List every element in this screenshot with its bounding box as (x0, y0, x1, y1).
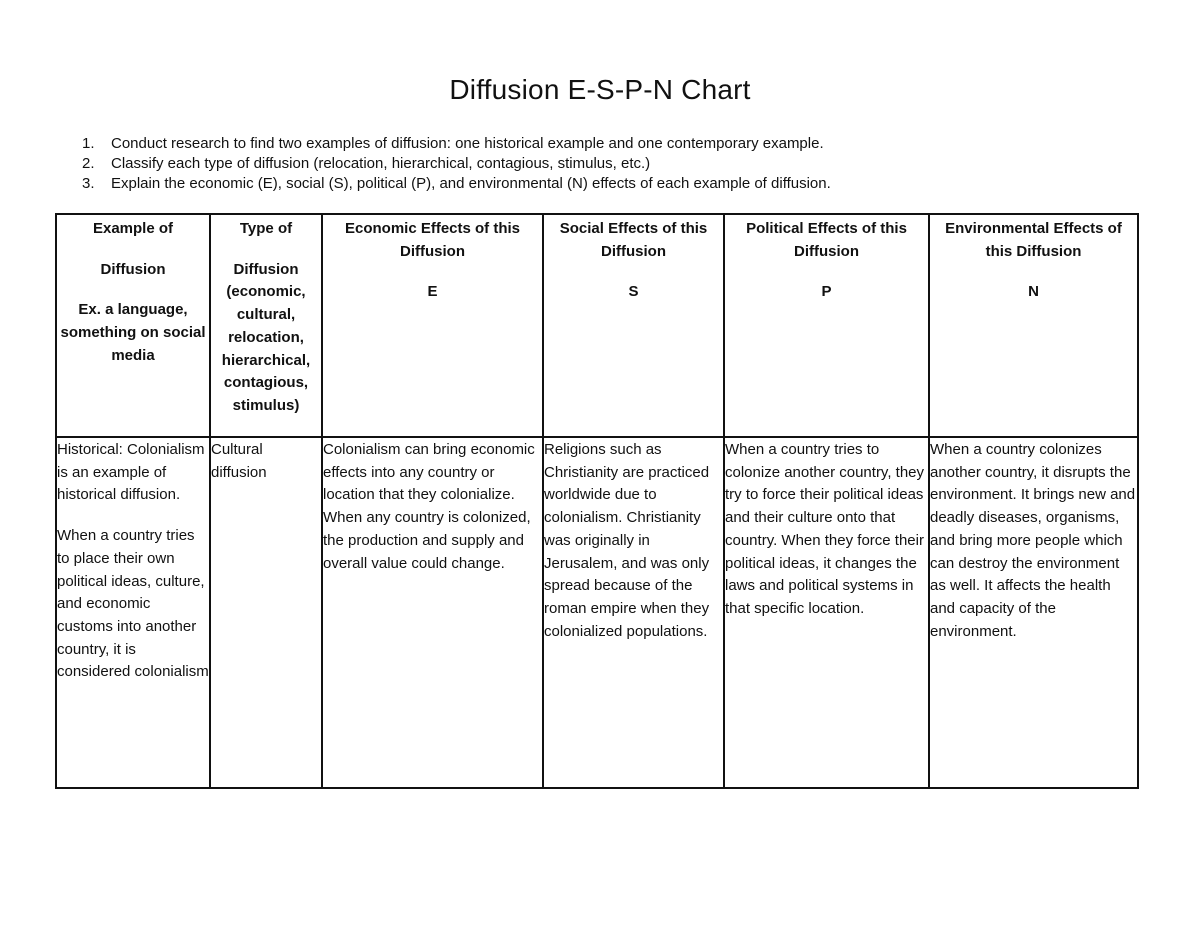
instruction-text: Explain the economic (E), social (S), political (P), and environmental (N) effects of each example of diffusion. (111, 175, 831, 192)
cell-example (56, 437, 210, 788)
header-example-line2: Diffusion (100, 260, 166, 278)
cell-social (543, 437, 724, 788)
header-political (724, 214, 929, 437)
header-example-line1: Example of (92, 220, 174, 237)
instruction-number: 3. (82, 175, 95, 192)
instruction-text: Conduct research to find two examples of diffusion: one historical example and one contemporary example. (111, 135, 824, 152)
header-example (56, 214, 210, 437)
header-political-letter: P (821, 283, 832, 301)
instruction-number: 1. (82, 135, 95, 152)
header-environmental (929, 214, 1138, 437)
header-environmental-label: Environmental Effects of this Diffusion (945, 220, 1122, 260)
header-environmental-letter: N (1028, 283, 1039, 301)
cell-political-text: When a country tries to colonize another country, they try to force their political ideas and their culture onto that country. When they force their political ideas, it changes the laws and political systems in that specific location. (725, 441, 925, 617)
cell-environmental (929, 437, 1138, 788)
header-economic (322, 214, 543, 437)
header-type-line1: Type of (239, 220, 293, 237)
header-social-label: Social Effects of this Diffusion (559, 220, 708, 260)
cell-economic-text: Colonialism can bring economic effects into any country or location that they colonialize. When any country is colonized, the production and supply and overall value could change. (323, 441, 535, 572)
header-social (543, 214, 724, 437)
instruction-number: 2. (82, 155, 95, 172)
instructions-list (82, 134, 831, 194)
header-social-letter: S (628, 283, 639, 301)
header-example-hint: Ex. a language, something on social media (60, 301, 206, 364)
cell-example-paragraph-2: When a country tries to place their own political ideas, culture, and economic customs into another country, it is considered colonialism (57, 527, 209, 681)
page-title: Diffusion E-S-P-N Chart (449, 74, 751, 105)
cell-type-text: Cultural diffusion (211, 441, 267, 481)
cell-political (724, 437, 929, 788)
table-row (56, 437, 1138, 788)
cell-environmental-text: When a country colonizes another country, it disrupts the environment. It brings new and deadly diseases, organisms, and bring more people which can destroy the environment as well. It affects the health and capacity of the environment. (930, 441, 1136, 640)
instruction-item (82, 174, 831, 194)
cell-social-text: Religions such as Christianity are practiced worldwide due to colonialism. Christianity was originally in Jerusalem, and was only spread because of the roman empire when they colonialized populations. (544, 441, 710, 640)
header-economic-label: Economic Effects of this Diffusion (344, 220, 521, 260)
header-type (210, 214, 322, 437)
header-political-label: Political Effects of this Diffusion (746, 220, 907, 260)
cell-economic (322, 437, 543, 788)
table-header-row (56, 214, 1138, 437)
espn-table (55, 213, 1139, 789)
header-economic-letter: E (427, 283, 438, 301)
instruction-item (82, 154, 831, 174)
cell-type (210, 437, 322, 788)
instruction-item (82, 134, 831, 154)
instruction-text: Classify each type of diffusion (relocation, hierarchical, contagious, stimulus, etc.) (111, 155, 651, 172)
header-type-line2: Diffusion (economic, cultural, relocation, hierarchical, contagious, stimulus) (221, 260, 311, 414)
cell-example-paragraph-1: Historical: Colonialism is an example of historical diffusion. (57, 441, 205, 504)
